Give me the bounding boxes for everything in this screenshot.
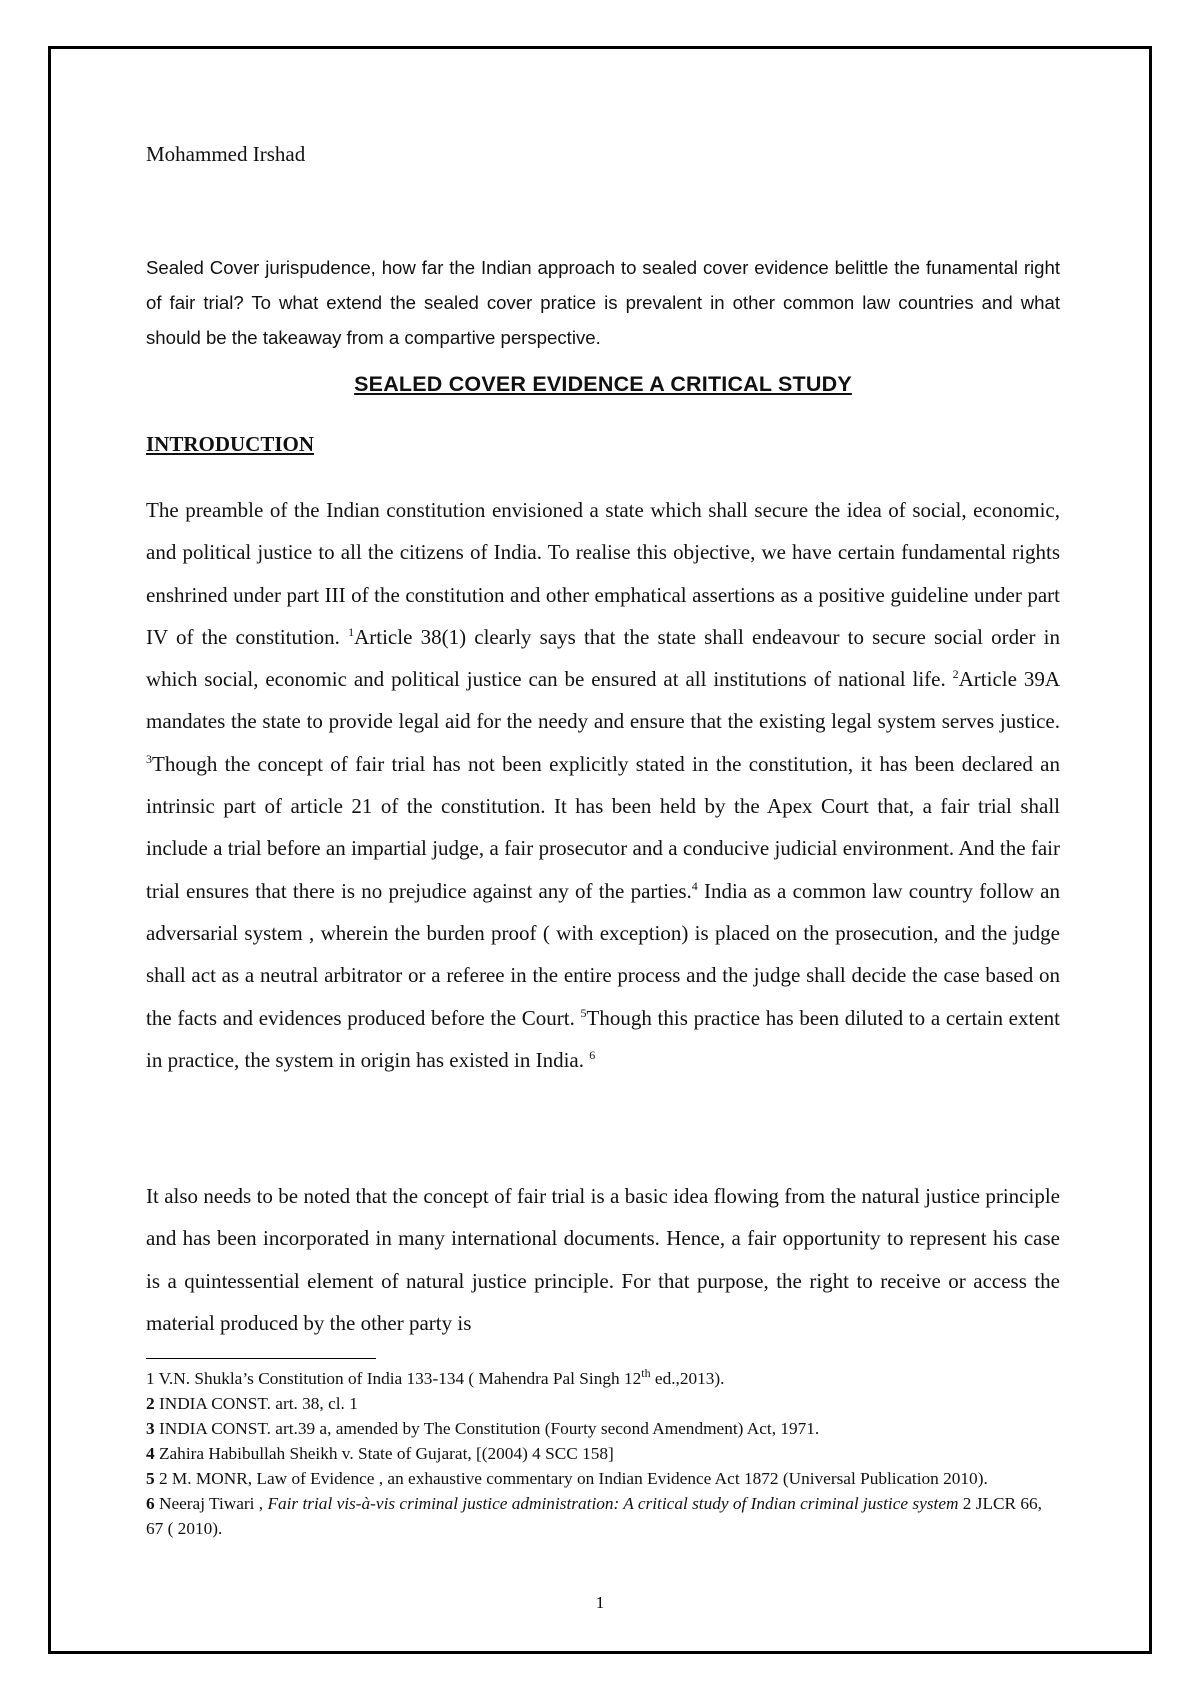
footnote-text: ed.,2013). <box>650 1369 725 1388</box>
footnote-number: 4 <box>146 1444 155 1463</box>
footnote-italic-title: Fair trial vis-à-vis criminal justice administration: A critical study of Indian criminal justice system <box>267 1494 959 1513</box>
footnote-ref-2[interactable]: 2 <box>952 667 959 682</box>
footnote-ref-4[interactable]: 4 <box>691 878 698 893</box>
footnote-superscript: th <box>641 1366 651 1381</box>
footnote-text: INDIA CONST. art. 38, cl. 1 <box>154 1394 358 1413</box>
p1-sentence-5: India as a common law country follow an adversarial system , wherein the burden proof ( with exception) is placed on the prosecution, and the judge shall act as a neutral arbitrator or a referee in the entire process and the judge shall decide the case based on the facts and evidences produced before the Court. <box>146 878 1060 1030</box>
footnote-text: Neeraj Tiwari , <box>154 1494 268 1513</box>
footnote-text: 2 JLCR 66, 67 ( 2010). <box>146 1494 1043 1538</box>
footnote-ref-1[interactable]: 1 <box>348 624 355 639</box>
footnotes <box>146 1366 1060 1541</box>
footnote-4 <box>146 1441 1060 1466</box>
page-number: 1 <box>595 1593 605 1612</box>
footnote-number: 2 <box>146 1394 155 1413</box>
introduction-paragraph-2: It also needs to be noted that the concept of fair trial is a basic idea flowing from the natural justice principle and has been incorporated in many international documents. Hence, a fair opportunity to represent his case is a quintessential element of natural justice principle. For that purpose, the right to receive or access the material produced by the other party is <box>146 1184 1060 1335</box>
footnote-number: 1 <box>146 1369 155 1388</box>
p1-sentence-3: Article 39A mandates the state to provide legal aid for the needy and ensure that the existing legal system serves justice. <box>146 667 1060 734</box>
p1-sentence-1: The preamble of the Indian constitution envisioned a state which shall secure the idea of social, economic, and political justice to all the citizens of India. To realise this objective, we have certain fundamental rights enshrined under part III of the constitution and other emphatical assertions as a positive guideline under part IV of the constitution. <box>146 498 1060 649</box>
footnote-text: Zahira Habibullah Sheikh v. State of Gujarat, [(2004) 4 SCC 158] <box>154 1444 614 1463</box>
footnote-ref-3[interactable]: 3 <box>146 751 152 766</box>
footnote-ref-5[interactable]: 5 <box>580 1005 587 1020</box>
footnote-2 <box>146 1391 1060 1416</box>
footnote-ref-6[interactable]: 6 <box>589 1047 596 1062</box>
introduction-paragraph-1 <box>146 489 1060 1081</box>
footnote-number: 5 <box>146 1469 155 1488</box>
footnote-text: INDIA CONST. art.39 a, amended by The Constitution (Fourty second Amendment) Act, 1971. <box>154 1419 820 1438</box>
footnote-number: 3 <box>146 1419 155 1438</box>
author-name: Mohammed Irshad <box>146 142 306 166</box>
footnote-text: 2 M. MONR, Law of Evidence , an exhaustive commentary on Indian Evidence Act 1872 (Universal Publication 2010). <box>154 1469 988 1488</box>
footnote-number: 6 <box>146 1494 155 1513</box>
footnote-3 <box>146 1416 1060 1441</box>
footnote-5 <box>146 1466 1060 1491</box>
p1-sentence-6: Though this practice has been diluted to a certain extent in practice, the system in origin has existed in India. <box>146 1005 1060 1072</box>
footnote-6 <box>146 1491 1060 1541</box>
p1-sentence-4: Though the concept of fair trial has not been explicitly stated in the constitution, it has been declared an intrinsic part of article 21 of the constitution. It has been held by the Apex Court that, a fair trial shall include a trial before an impartial judge, a fair prosecutor and a conducive judicial environment. And the fair trial ensures that there is no prejudice against any of the parties. <box>146 751 1060 903</box>
p1-sentence-2: Article 38(1) clearly says that the state shall endeavour to secure social order in which social, economic and political justice can be ensured at all institutions of national life. <box>146 624 1060 692</box>
footnote-1 <box>146 1366 1060 1391</box>
document-title: SEALED COVER EVIDENCE A CRITICAL STUDY <box>354 372 852 396</box>
section-heading-introduction: INTRODUCTION <box>146 432 315 456</box>
footnote-separator <box>146 1358 376 1359</box>
research-question: Sealed Cover jurispudence, how far the Indian approach to sealed cover evidence belittle the funamental right of fair trial? To what extend the sealed cover pratice is prevalent in other common law countries and what should be the takeaway from a compartive perspective. <box>146 257 1060 348</box>
footnote-text: V.N. Shukla’s Constitution of India 133-134 ( Mahendra Pal Singh 12 <box>154 1369 642 1388</box>
